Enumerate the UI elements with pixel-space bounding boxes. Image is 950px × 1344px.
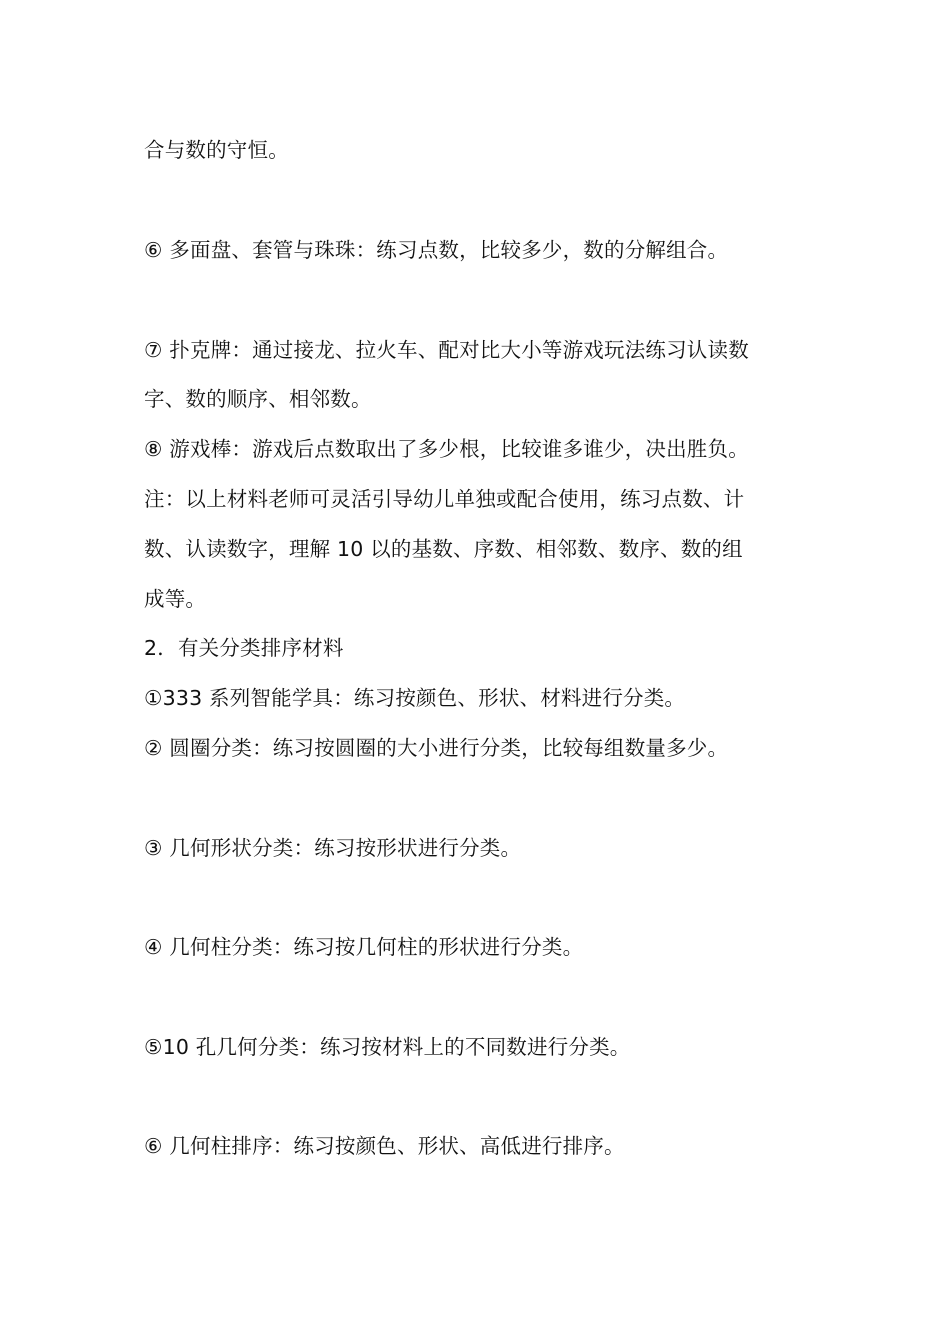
text-line: ② 圆圈分类：练习按圆圈的大小进行分类，比较每组数量多少。 bbox=[144, 736, 729, 760]
text-line: ①333 系列智能学具：练习按颜色、形状、材料进行分类。 bbox=[144, 686, 686, 710]
text-line: ⑥ 几何柱排序：练习按颜色、形状、高低进行排序。 bbox=[144, 1134, 625, 1158]
text-line: ⑧ 游戏棒：游戏后点数取出了多少根，比较谁多谁少，决出胜负。 bbox=[144, 437, 749, 461]
text-line: 合与数的守恒。 bbox=[144, 138, 289, 162]
text-line: ⑤10 孔几何分类：练习按材料上的不同数进行分类。 bbox=[144, 1035, 631, 1059]
text-line: ⑦ 扑克牌：通过接龙、拉火车、配对比大小等游戏玩法练习认读数 bbox=[144, 338, 749, 362]
text-line: 字、数的顺序、相邻数。 bbox=[144, 387, 372, 411]
text-line: 数、认读数字，理解 10 以的基数、序数、相邻数、数序、数的组 bbox=[144, 537, 743, 561]
text-line: 成等。 bbox=[144, 587, 207, 611]
text-line: ⑥ 多面盘、套管与珠珠：练习点数，比较多少，数的分解组合。 bbox=[144, 238, 729, 262]
text-line: ④ 几何柱分类：练习按几何柱的形状进行分类。 bbox=[144, 935, 584, 959]
text-line: ③ 几何形状分类：练习按形状进行分类。 bbox=[144, 836, 522, 860]
section-heading: 2．有关分类排序材料 bbox=[144, 636, 344, 660]
text-line: 注：以上材料老师可灵活引导幼儿单独或配合使用，练习点数、计 bbox=[144, 487, 745, 511]
